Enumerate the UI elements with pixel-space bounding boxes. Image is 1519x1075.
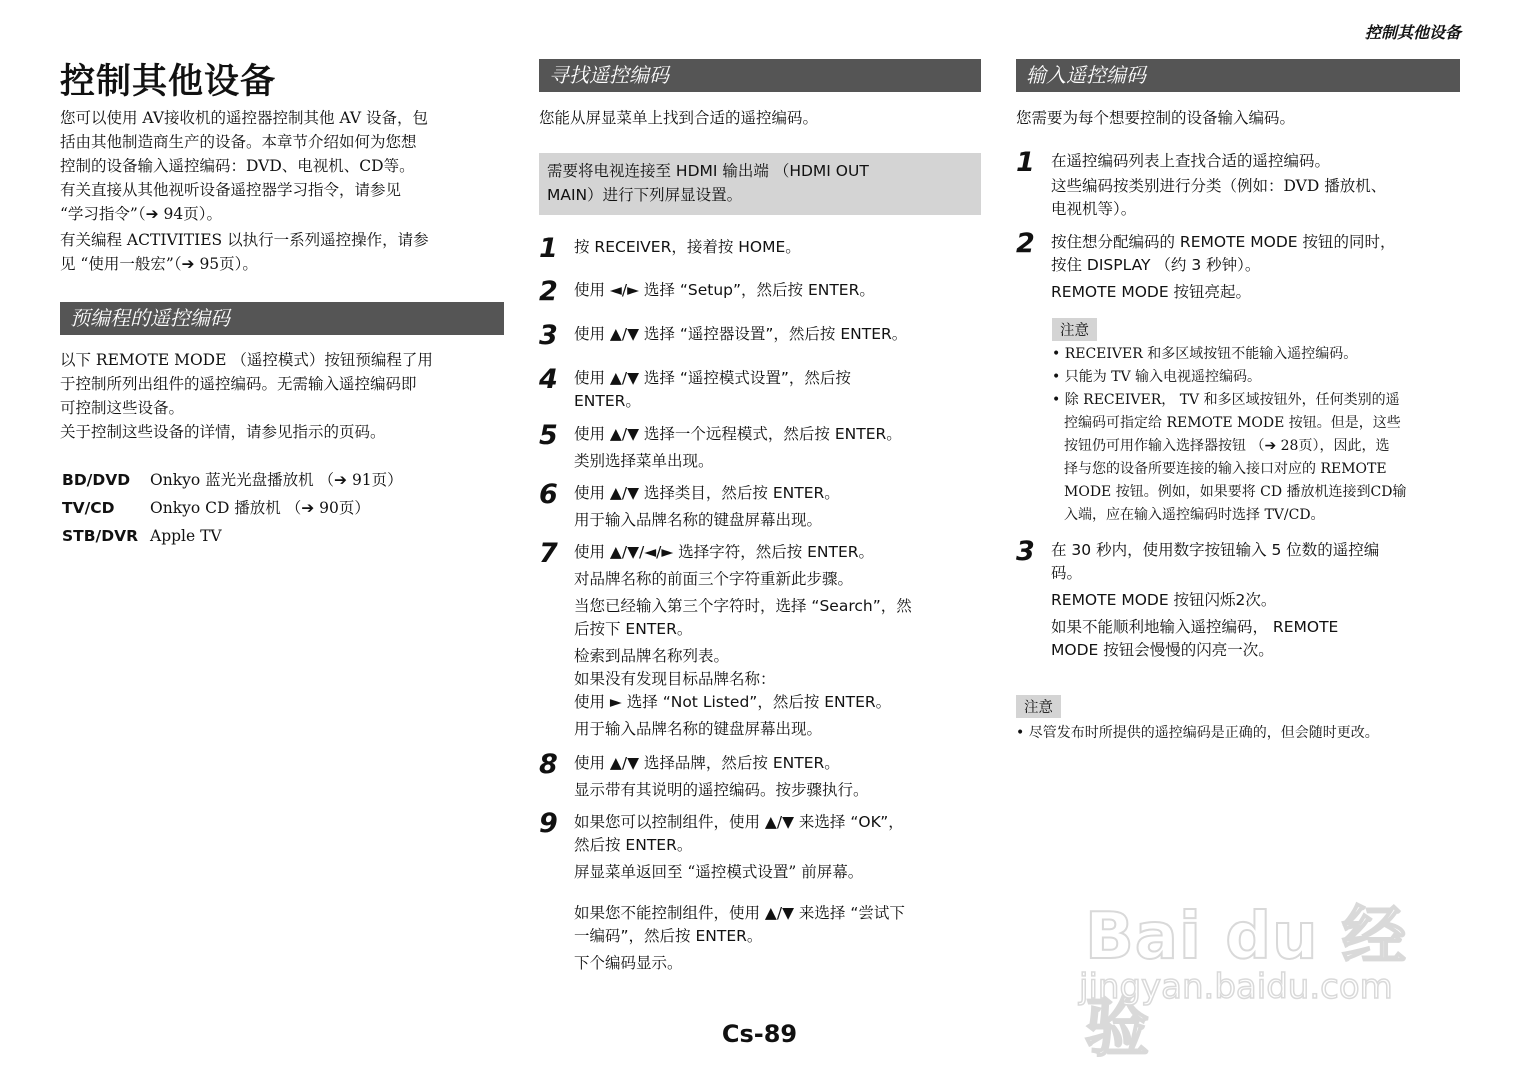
step-item — [539, 479, 981, 532]
note-bullet: • 只能为 TV 输入电视遥控编码。 — [1052, 369, 1262, 385]
section-header-find-code: 寻找遥控编码 — [539, 59, 981, 92]
intro-line: 您可以使用 AV接收机的遥控器控制其他 AV 设备，包 — [60, 109, 429, 127]
running-header: 控制其他设备 — [1364, 23, 1461, 42]
step-number: 7 — [539, 538, 558, 569]
note-tag: 注意 — [1016, 695, 1061, 718]
page-title: 控制其他设备 — [60, 62, 277, 102]
step-subtext: 用于输入品牌名称的键盘屏幕出现。 — [574, 511, 823, 529]
step-subtext: 用于输入品牌名称的键盘屏幕出现。 — [574, 720, 823, 738]
step-item: 3 在 30 秒内，使用数字按钮输入 5 位数的遥控编 码。 REMOTE MODE 按钮闪烁2次。 如果不能顺利地输入遥控编码， REMOTE MODE 按钮会慢慢的闪亮一次。 — [1016, 539, 1460, 662]
remote-mode-code-list — [62, 466, 403, 550]
step-number: 6 — [539, 479, 558, 510]
step-text: 按住 DISPLAY （约 3 秒钟）。 — [1051, 256, 1261, 274]
note-bullet: MODE 按钮。例如，如果要将 CD 播放机连接到CD输 — [1064, 484, 1407, 500]
step-subtext: 屏显菜单返回至 “遥控模式设置” 前屏幕。 — [574, 863, 864, 881]
code-key: STB/DVR — [62, 527, 139, 545]
step-text: 按 RECEIVER，接着按 HOME。 — [574, 238, 801, 256]
step-item — [539, 320, 981, 351]
step-number: 2 — [539, 276, 558, 307]
step-number: 9 — [539, 808, 558, 839]
intro-line: “学习指令”（➔ 94页）。 — [60, 205, 222, 223]
watermark-url: jingyan.baidu.com — [1079, 967, 1393, 1007]
code-key: BD/DVD — [62, 471, 131, 489]
step-item — [539, 276, 981, 307]
code-row — [62, 494, 403, 522]
step-subtext: MODE 按钮会慢慢的闪亮一次。 — [1051, 641, 1274, 659]
step-text: 使用 ▲/▼ 选择品牌，然后按 ENTER。 — [574, 754, 840, 772]
step-text: 在 30 秒内，使用数字按钮输入 5 位数的遥控编 — [1051, 541, 1380, 559]
step-text: 使用 ◄/► 选择 “Setup”，然后按 ENTER。 — [574, 281, 875, 299]
step-subtext: 如果没有发现目标品牌名称： — [574, 670, 776, 688]
paragraph-line: 于控制所列出组件的遥控编码。无需输入遥控编码即 — [60, 375, 417, 393]
find-code-intro: 您能从屏显菜单上找到合适的遥控编码。 — [539, 109, 819, 127]
note-bullet: 按钮仍可用作输入选择器按钮 （➔ 28页），因此，选 — [1064, 438, 1390, 454]
step-number: 4 — [539, 364, 558, 395]
step-text: 在遥控编码列表上查找合适的遥控编码。 — [1051, 152, 1331, 170]
step-text: 使用 ▲/▼ 选择一个远程模式，然后按 ENTER。 — [574, 425, 902, 443]
step-number: 1 — [539, 233, 558, 264]
note-tag: 注意 — [1052, 318, 1097, 341]
activities-paragraph — [60, 228, 506, 276]
step-item — [539, 538, 981, 741]
section-header-preprogrammed: 预编程的遥控编码 — [60, 302, 504, 335]
step-subtext: 类别选择菜单出现。 — [574, 452, 714, 470]
step-item: 2 按住想分配编码的 REMOTE MODE 按钮的同时， 按住 DISPLAY （约 3 秒钟）。 REMOTE MODE 按钮亮起。 — [1016, 231, 1460, 304]
step-text: 使用 ▲/▼ 选择类目，然后按 ENTER。 — [574, 484, 840, 502]
intro-paragraph — [60, 106, 506, 226]
step-subtext: REMOTE MODE 按钮闪烁2次。 — [1051, 591, 1277, 609]
code-value: Onkyo CD 播放机 （➔ 90页） — [150, 499, 370, 517]
step-text: 然后按 ENTER。 — [574, 836, 693, 854]
note-bullet: • 除 RECEIVER， TV 和多区域按钮外，任何类别的遥 — [1052, 392, 1400, 408]
code-value: Apple TV — [150, 527, 222, 545]
step-subtext: 显示带有其说明的遥控编码。按步骤执行。 — [574, 781, 869, 799]
code-key: TV/CD — [62, 499, 115, 517]
enter-code-intro: 您需要为每个想要控制的设备输入编码。 — [1016, 109, 1296, 127]
watermark-logo: Bai du 经验 — [1085, 900, 1407, 1066]
preprogrammed-paragraph — [60, 348, 506, 444]
paragraph-line: 可控制这些设备。 — [60, 399, 185, 417]
step-text: ENTER。 — [574, 392, 641, 410]
step-number: 3 — [539, 320, 558, 351]
step-subtext: 对品牌名称的前面三个字符重新此步骤。 — [574, 570, 854, 588]
page-number: Cs-89 — [721, 1020, 798, 1048]
step-item — [539, 364, 981, 413]
code-row — [62, 522, 403, 550]
step-subtext: 检索到品牌名称列表。 — [574, 647, 730, 665]
paragraph-line: 以下 REMOTE MODE （遥控模式）按钮预编程了用 — [60, 351, 433, 369]
step-text: 使用 ▲/▼/◄/► 选择字符，然后按 ENTER。 — [574, 543, 875, 561]
step-text: 使用 ▲/▼ 选择 “遥控模式设置”，然后按 — [574, 369, 851, 387]
activities-line: 见 “使用一般宏”（➔ 95页）。 — [60, 255, 258, 273]
step-number: 5 — [539, 420, 558, 451]
step-subtext: 电视机等）。 — [1051, 200, 1137, 218]
note-bullet: 入端，应在输入遥控编码时选择 TV/CD。 — [1064, 507, 1325, 523]
step-subtext: REMOTE MODE 按钮亮起。 — [1051, 283, 1252, 301]
step-text: 使用 ▲/▼ 选择 “遥控器设置”，然后按 ENTER。 — [574, 325, 908, 343]
code-row — [62, 466, 403, 494]
hdmi-line: MAIN）进行下列屏显设置。 — [547, 186, 743, 204]
step-subtext: 后按下 ENTER。 — [574, 620, 693, 638]
note-bullet: • RECEIVER 和多区域按钮不能输入遥控编码。 — [1052, 346, 1358, 362]
intro-line: 有关直接从其他视听设备遥控器学习指令，请参见 — [60, 181, 402, 199]
paragraph-line: 关于控制这些设备的详情，请参见指示的页码。 — [60, 423, 386, 441]
step-text: 按住想分配编码的 REMOTE MODE 按钮的同时， — [1051, 233, 1396, 251]
note-bullets — [1052, 343, 1462, 527]
hdmi-requirement-box — [539, 153, 981, 215]
step-text: 如果您可以控制组件，使用 ▲/▼ 来选择 “OK”， — [574, 813, 904, 831]
step-number: 8 — [539, 749, 558, 780]
step-item: 1 在遥控编码列表上查找合适的遥控编码。 这些编码按类别进行分类（例如：DVD 播放机、 电视机等）。 — [1016, 150, 1460, 221]
activities-line: 有关编程 ACTIVITIES 以执行一系列遥控操作，请参 — [60, 231, 429, 249]
intro-line: 括由其他制造商生产的设备。本章节介绍如何为您想 — [60, 133, 417, 151]
hdmi-line: 需要将电视连接至 HDMI 输出端 （HDMI OUT — [547, 162, 869, 180]
note-bullet: 控编码可指定给 REMOTE MODE 按钮。但是，这些 — [1064, 415, 1401, 431]
step-subtext: 如果不能顺利地输入遥控编码， REMOTE — [1051, 618, 1339, 636]
code-value: Onkyo 蓝光光盘播放机 （➔ 91页） — [150, 471, 403, 489]
step-item — [539, 233, 981, 264]
step-item — [539, 749, 981, 802]
baidu-jingyan-watermark — [1065, 835, 1445, 1066]
step-text: 码。 — [1051, 564, 1083, 582]
step-item — [539, 420, 981, 473]
note-bullet: 择与您的设备所要连接的输入接口对应的 REMOTE — [1064, 461, 1387, 477]
section-header-enter-code: 输入遥控编码 — [1016, 59, 1460, 92]
intro-line: 控制的设备输入遥控编码：DVD、电视机、CD等。 — [60, 157, 415, 175]
note-bullet: • 尽管发布时所提供的遥控编码是正确的，但会随时更改。 — [1016, 725, 1379, 741]
step-subtext: 使用 ► 选择 “Not Listed”，然后按 ENTER。 — [574, 693, 892, 711]
step-subtext: 这些编码按类别进行分类（例如：DVD 播放机、 — [1051, 177, 1387, 195]
step-item — [539, 808, 981, 975]
step-subtext: 如果您不能控制组件，使用 ▲/▼ 来选择 “尝试下 — [574, 904, 905, 922]
step-subtext: 当您已经输入第三个字符时，选择 “Search”，然 — [574, 597, 912, 615]
step-subtext: 一编码”，然后按 ENTER。 — [574, 927, 763, 945]
step-subtext: 下个编码显示。 — [574, 954, 683, 972]
